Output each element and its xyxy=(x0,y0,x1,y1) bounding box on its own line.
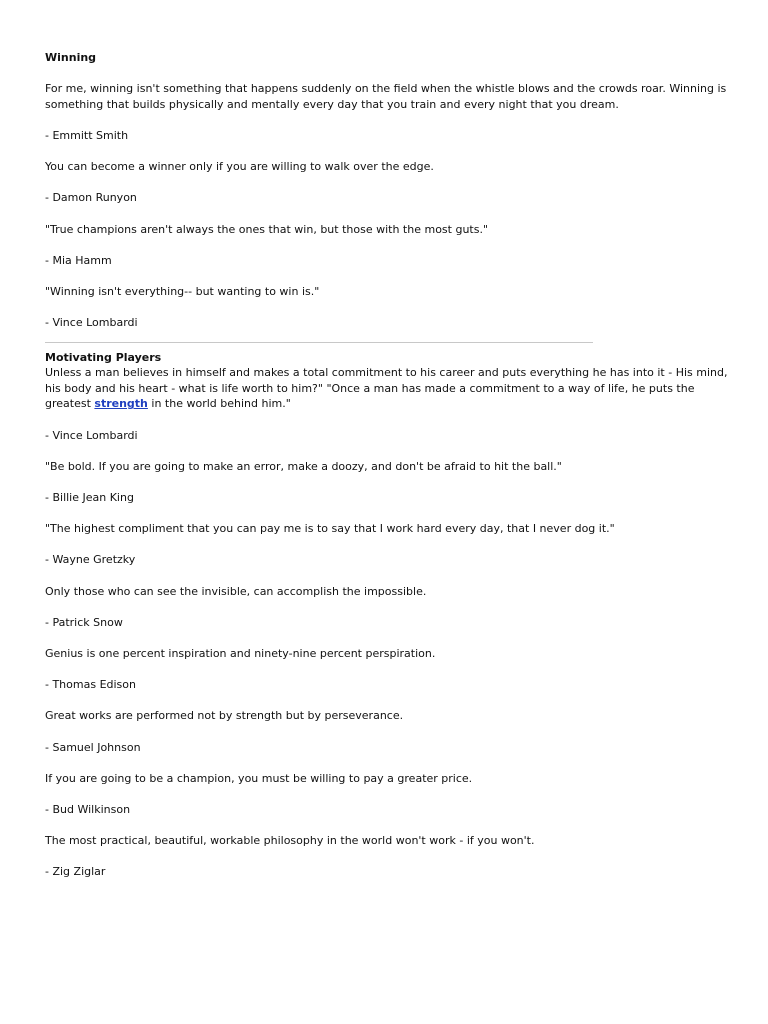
quote-text-part: Unless a man believes in himself and makes a total commitment to his career and puts everything he has into it - His mind, his body and his heart - what is life worth to him?" "Once a man has made a commitment to a way of life, he puts the greatest xyxy=(45,366,728,411)
quote-author: - Emmitt Smith xyxy=(45,128,129,142)
quote-author: - Samuel Johnson xyxy=(45,740,141,754)
quote-text: "Winning isn't everything-- but wanting to win is." xyxy=(45,284,320,298)
quote-author: - Mia Hamm xyxy=(45,253,112,267)
section-divider xyxy=(45,342,593,343)
quote-text xyxy=(45,365,735,412)
quote-text: You can become a winner only if you are willing to walk over the edge. xyxy=(45,160,434,174)
quote-author: - Vince Lombardi xyxy=(45,316,138,330)
quote-text: "Be bold. If you are going to make an error, make a doozy, and don't be afraid to hit the ball." xyxy=(45,459,562,473)
quote-text: The most practical, beautiful, workable philosophy in the world won't work - if you won't. xyxy=(45,834,535,848)
quote-text: "The highest compliment that you can pay me is to say that I work hard every day, that I never dog it." xyxy=(45,522,615,536)
quote-author: - Wayne Gretzky xyxy=(45,553,136,567)
quote-text: Great works are performed not by strength but by perseverance. xyxy=(45,709,404,723)
quote-text: Only those who can see the invisible, can accomplish the impossible. xyxy=(45,584,427,598)
quote-text: For me, winning isn't something that happens suddenly on the field when the whistle blows and the crowds roar. Winning is something that builds physically and mentally every day that you train and every night that you dream. xyxy=(45,82,727,111)
document-page xyxy=(45,50,735,880)
quote-author: - Damon Runyon xyxy=(45,191,137,205)
quote-author: - Vince Lombardi xyxy=(45,428,138,442)
quote-author: - Billie Jean King xyxy=(45,491,134,505)
section-heading-winning: Winning xyxy=(45,51,97,64)
quote-author: - Zig Ziglar xyxy=(45,865,106,879)
quote-author: - Patrick Snow xyxy=(45,615,123,629)
quote-text-part: in the world behind him." xyxy=(147,397,291,411)
quote-author: - Bud Wilkinson xyxy=(45,802,131,816)
quote-text: If you are going to be a champion, you must be willing to pay a greater price. xyxy=(45,771,473,785)
quote-author: - Thomas Edison xyxy=(45,678,136,692)
quote-text: "True champions aren't always the ones that win, but those with the most guts." xyxy=(45,222,489,236)
quote-text: Genius is one percent inspiration and ninety-nine percent perspiration. xyxy=(45,646,436,660)
section-heading-motivating: Motivating Players xyxy=(45,350,162,364)
strength-link[interactable]: strength xyxy=(94,397,148,411)
